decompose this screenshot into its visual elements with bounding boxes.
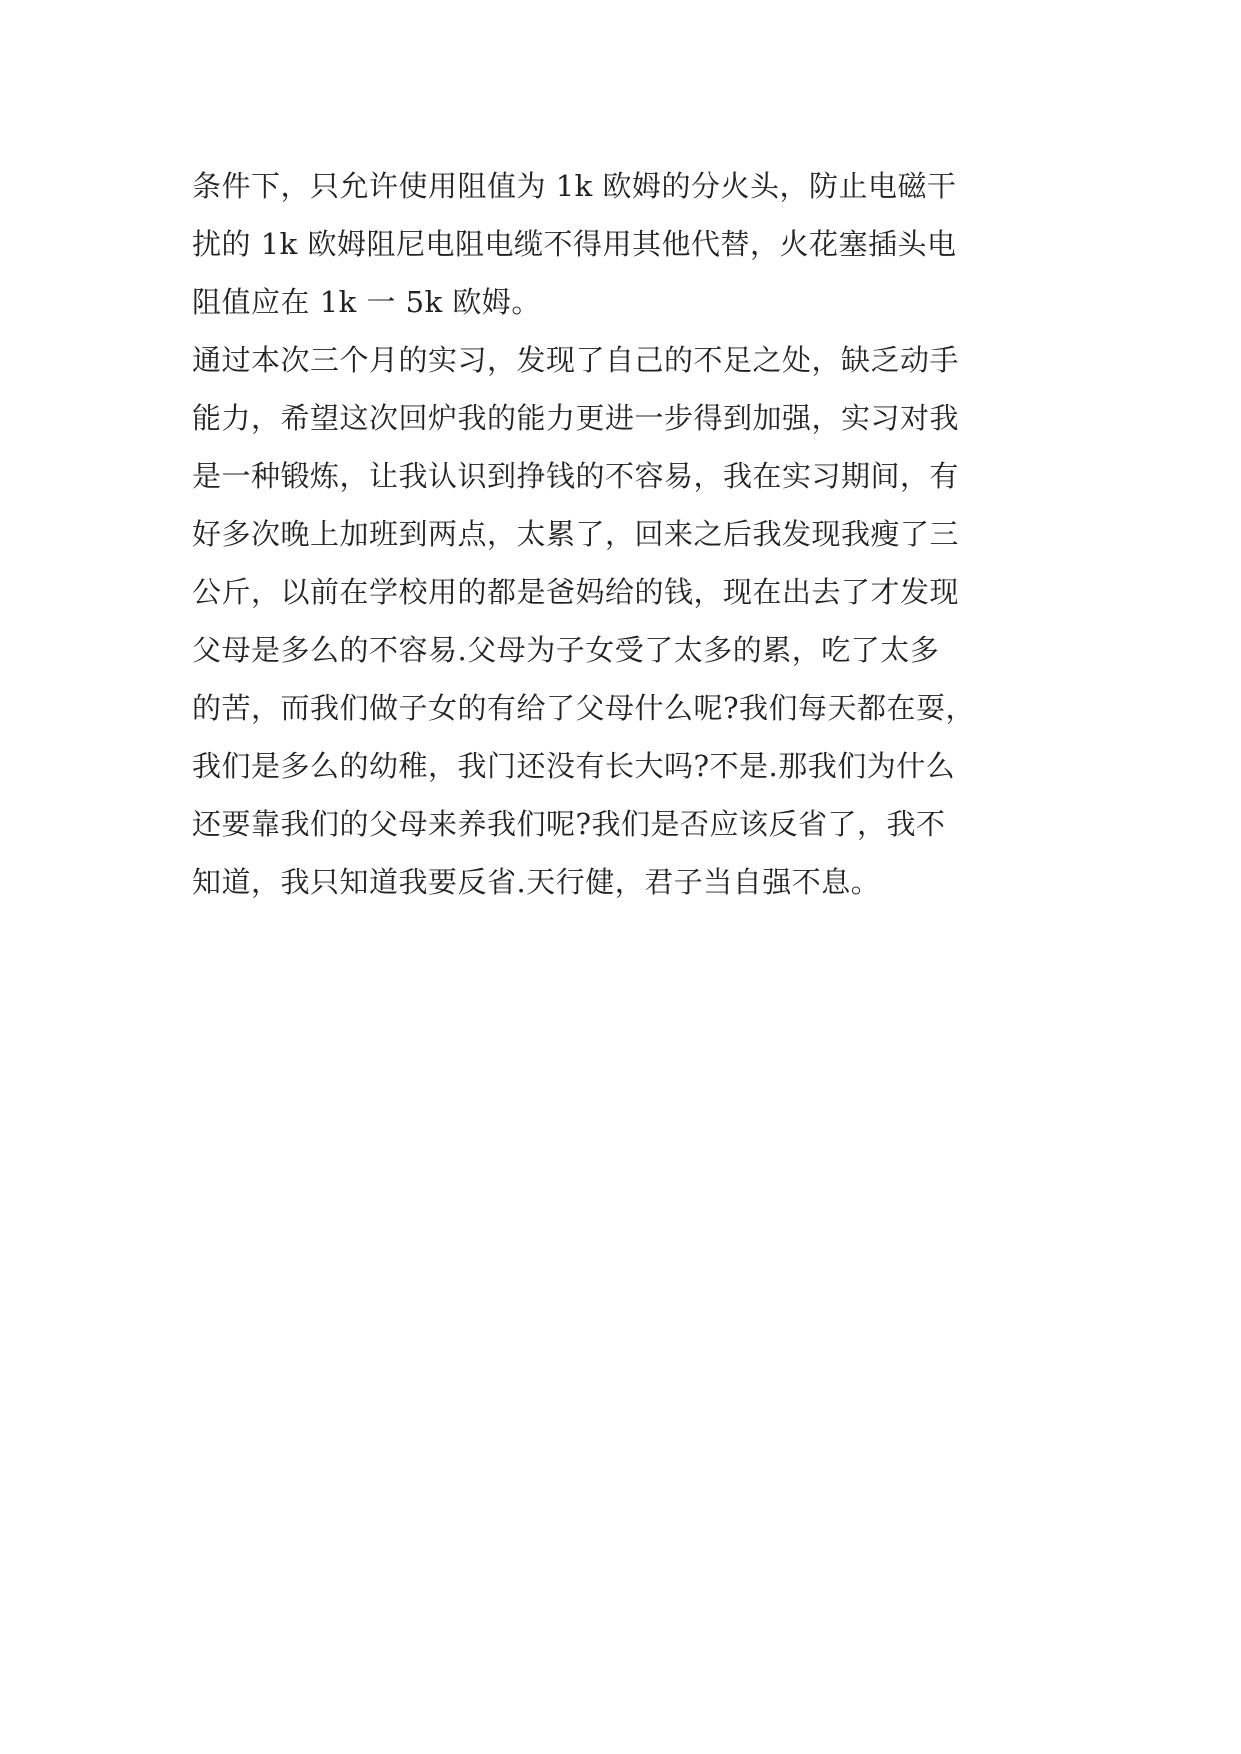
text-line: 能力，希望这次回炉我的能力更进一步得到加强，实习对我 xyxy=(192,401,960,435)
text-line: 好多次晚上加班到两点，太累了，回来之后我发现我瘦了三 xyxy=(192,517,960,551)
text-line: 是一种锻炼，让我认识到挣钱的不容易，我在实习期间，有 xyxy=(192,459,960,493)
text-line: 知道，我只知道我要反省.天行健，君子当自强不息。 xyxy=(192,865,881,899)
text-line: 通过本次三个月的实习，发现了自己的不足之处，缺乏动手 xyxy=(192,343,960,377)
text-line: 扰的 1k 欧姆阻尼电阻电缆不得用其他代替，火花塞插头电 xyxy=(192,227,957,261)
body-text xyxy=(192,157,1062,911)
text-line: 还要靠我们的父母来养我们呢?我们是否应该反省了，我不 xyxy=(192,807,946,841)
text-line: 阻值应在 1k 一 5k 欧姆。 xyxy=(192,285,541,319)
text-line: 的苦，而我们做子女的有给了父母什么呢?我们每天都在耍， xyxy=(192,691,976,725)
text-line: 我们是多么的幼稚，我门还没有长大吗?不是.那我们为什么 xyxy=(192,749,956,783)
text-line: 公斤，以前在学校用的都是爸妈给的钱，现在出去了才发现 xyxy=(192,575,960,609)
text-line: 父母是多么的不容易.父母为子女受了太多的累，吃了太多 xyxy=(192,633,940,667)
text-line: 条件下，只允许使用阻值为 1k 欧姆的分火头，防止电磁干 xyxy=(192,169,957,203)
